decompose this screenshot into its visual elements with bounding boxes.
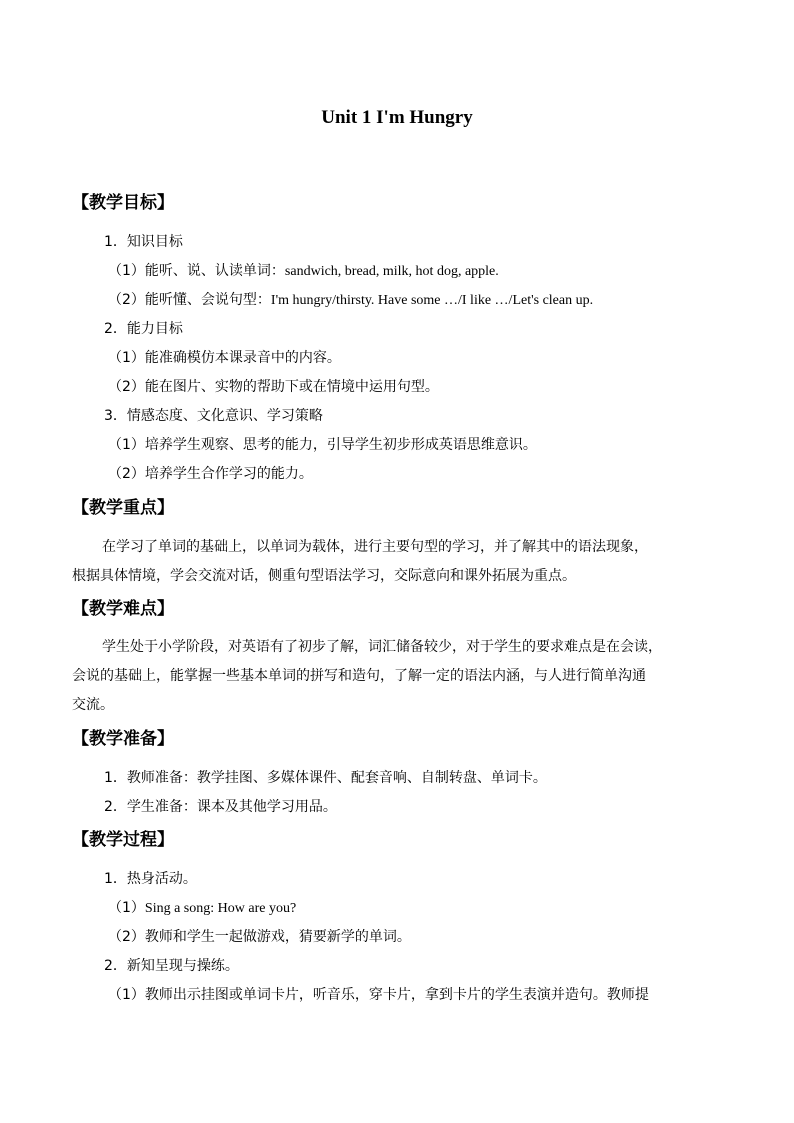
- process-line-3: （2）教师和学生一起做游戏，猜要新学的单词。: [108, 929, 411, 945]
- goals-line-6: （2）能在图片、实物的帮助下或在情境中运用句型。: [108, 379, 439, 395]
- process-line-1: 1．热身活动。: [104, 871, 197, 887]
- goals-line-3-zh: （2）能听懂、会说句型：: [108, 292, 271, 308]
- document-title: Unit 1 I'm Hungry: [321, 107, 473, 128]
- goals-line-2-zh: （1）能听、说、认读单词：: [108, 263, 285, 279]
- goals-line-3: [108, 290, 593, 311]
- preparation-line-2: 2．学生准备：课本及其他学习用品。: [104, 799, 337, 815]
- section-heading-key-points: 【教学重点】: [72, 498, 174, 518]
- process-line-2: [108, 898, 296, 919]
- goals-line-5: （1）能准确模仿本课录音中的内容。: [108, 350, 341, 366]
- goals-line-2-words: sandwich, bread, milk, hot dog, apple.: [284, 264, 499, 279]
- goals-line-7: 3．情感态度、文化意识、学习策略: [104, 408, 323, 424]
- section-heading-preparation: 【教学准备】: [72, 729, 174, 749]
- section-heading-process: 【教学过程】: [72, 830, 174, 850]
- key-points-line-1: 在学习了单词的基础上，以单词为载体，进行主要句型的学习，并了解其中的语法现象，: [102, 539, 648, 555]
- difficulties-line-3: 交流。: [72, 697, 114, 713]
- goals-line-3-sentences: I'm hungry/thirsty. Have some …/I like …/Let's clean up.: [270, 293, 594, 308]
- goals-line-2: [108, 261, 499, 282]
- process-line-2-song: Sing a song: How are you?: [144, 901, 297, 916]
- goals-line-9: （2）培养学生合作学习的能力。: [108, 466, 313, 482]
- preparation-line-1: 1．教师准备：教学挂图、多媒体课件、配套音响、自制转盘、单词卡。: [104, 770, 547, 786]
- process-line-5: （1）教师出示挂图或单词卡片，听音乐，穿卡片，拿到卡片的学生表演并造句。教师提: [108, 987, 649, 1003]
- key-points-line-2: 根据具体情境，学会交流对话，侧重句型语法学习，交际意向和课外拓展为重点。: [72, 568, 576, 584]
- section-heading-difficulties: 【教学难点】: [72, 599, 174, 619]
- goals-line-4: 2．能力目标: [104, 321, 183, 337]
- goals-line-1: 1．知识目标: [104, 234, 183, 250]
- difficulties-line-1: 学生处于小学阶段，对英语有了初步了解，词汇储备较少，对于学生的要求难点是在会读，: [102, 639, 662, 655]
- goals-line-8: （1）培养学生观察、思考的能力，引导学生初步形成英语思维意识。: [108, 437, 537, 453]
- process-line-4: 2．新知呈现与操练。: [104, 958, 239, 974]
- process-line-2-prefix: （1）: [108, 900, 145, 916]
- difficulties-line-2: 会说的基础上，能掌握一些基本单词的拼写和造句，了解一定的语法内涵，与人进行简单沟通: [72, 668, 646, 684]
- section-heading-goals: 【教学目标】: [72, 193, 174, 213]
